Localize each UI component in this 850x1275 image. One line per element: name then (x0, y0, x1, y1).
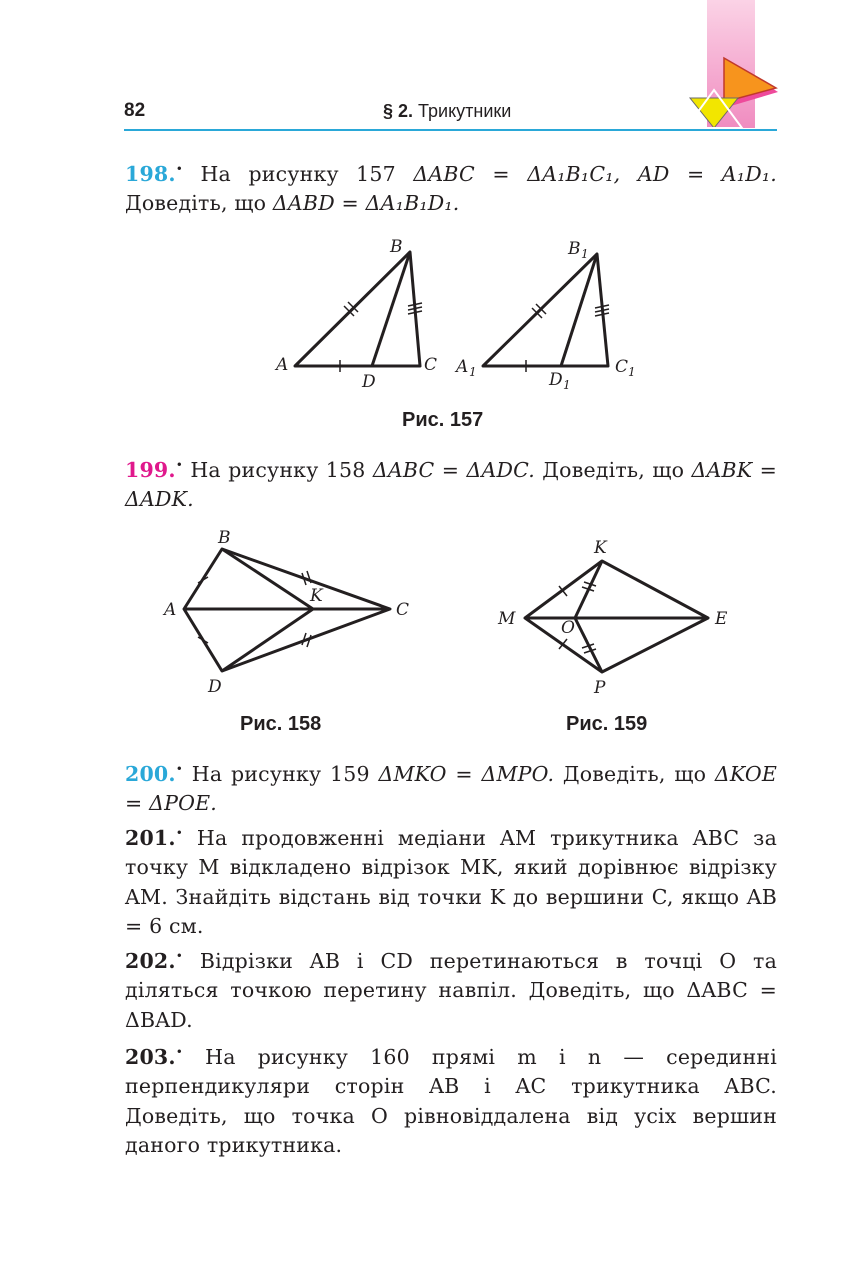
label-c1-sub: 1 (628, 365, 636, 379)
label-k: K (594, 538, 607, 558)
label-c: C (396, 600, 410, 620)
figure-159 (495, 535, 740, 700)
label-a: A (276, 355, 289, 375)
label-p: P (594, 678, 606, 698)
label-b: B (218, 528, 231, 548)
figure-157 (270, 232, 650, 402)
section-title: § 2. Трикутники (383, 101, 512, 121)
problem-203: 203.• На рисунку 160 прямі m і n — серединні перпендикуляри сторін AB і AC трикутника ABC. Доведіть, що точка O рівновіддалена від усіх вершин даного трикутника. (125, 1044, 777, 1158)
label-e: E (715, 609, 728, 629)
label-d1: D (549, 370, 563, 390)
label-m: M (498, 609, 516, 629)
label-d: D (362, 372, 376, 392)
label-d: D (208, 677, 222, 697)
label-o: O (561, 618, 575, 638)
label-c1: C (615, 357, 629, 377)
caption-fig-158: Рис. 158 (240, 713, 322, 735)
figure-158 (160, 525, 420, 700)
problem-198: 198.• На рисунку 157 ΔABC = ΔA₁B₁C₁, AD = A₁D₁. Доведіть, що ΔABD = ΔA₁B₁D₁. (125, 161, 777, 216)
label-d1-sub: 1 (563, 378, 571, 392)
label-a1-sub: 1 (469, 365, 477, 379)
problem-201: 201.• На продовженні медіани AM трикутника ABC за точку M відкладено відрізок MK, який дорівнює відрізку AM. Знайдіть відстань від точки K до вершини C, якщо AB = 6 см. (125, 825, 777, 939)
header-rule (124, 129, 777, 131)
label-b: B (390, 237, 403, 257)
label-b1: B (568, 239, 581, 259)
label-b1-sub: 1 (581, 247, 589, 261)
caption-fig-159: Рис. 159 (566, 713, 648, 735)
problem-202: 202.• Відрізки AB і CD перетинаються в точці O та діляться точкою перетину навпіл. Доведіть, що ΔABC = ΔBAD. (125, 948, 777, 1032)
caption-fig-157: Рис. 157 (402, 409, 484, 431)
label-c: C (424, 355, 438, 375)
problem-200: 200.• На рисунку 159 ΔMKO = ΔMPO. Доведіть, що ΔKOE = ΔPOE. (125, 761, 777, 816)
label-a: A (164, 600, 177, 620)
page-number: 82 (124, 100, 146, 121)
label-k: K (310, 586, 323, 606)
label-a1: A (456, 357, 469, 377)
problem-199: 199.• На рисунку 158 ΔABC = ΔADC. Доведіть, що ΔABK = ΔADK. (125, 457, 777, 512)
corner-decoration (680, 0, 790, 135)
